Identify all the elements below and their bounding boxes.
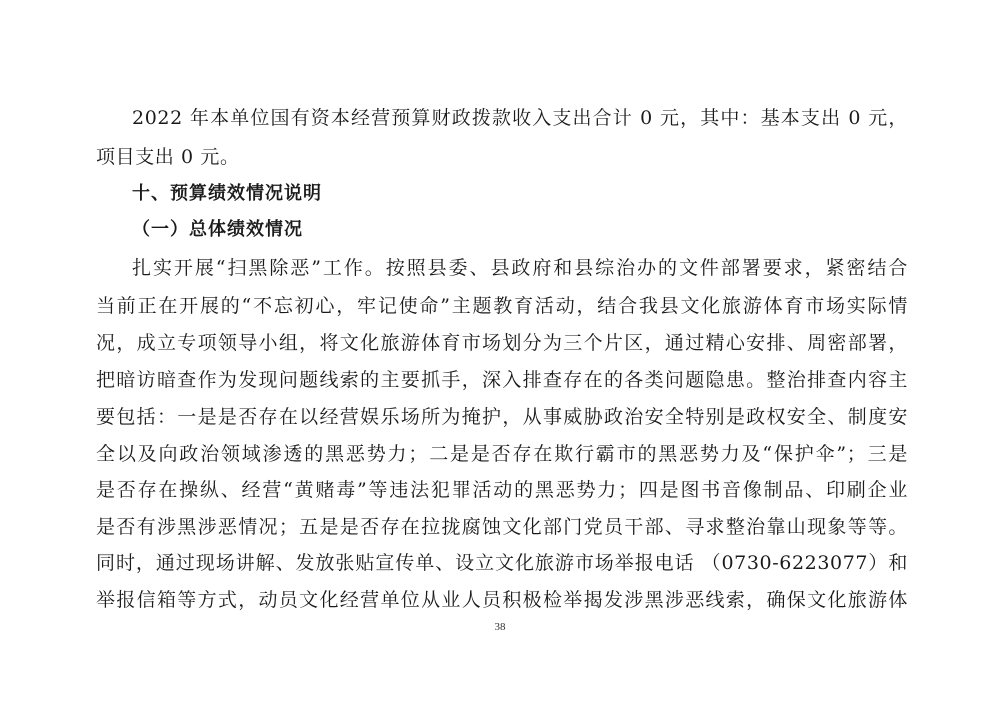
paragraph-line: 同时，通过现场讲解、发放张贴宣传单、设立文化旅游市场举报电话 （0730-6223077）和 — [96, 552, 908, 574]
paragraph-line: 况，成立专项领导小组，将文化旅游体育市场划分为三个片区，通过精心安排、周密部署， — [96, 332, 908, 354]
page-number: 38 — [494, 621, 506, 633]
paragraph-line: 项目支出 0 元。 — [96, 146, 240, 168]
paragraph-line: 扎实开展“扫黑除恶”工作。按照县委、县政府和县综治办的文件部署要求，紧密结合 — [132, 257, 908, 279]
paragraph-line: 举报信箱等方式，动员文化经营单位从业人员积极检举揭发涉黑涉恶线索，确保文化旅游体 — [96, 589, 908, 611]
paragraph-line: 是否有涉黑涉恶情况；五是是否存在拉拢腐蚀文化部门党员干部、寻求整治靠山现象等等。 — [96, 516, 908, 538]
paragraph-line: 把暗访暗查作为发现问题线索的主要抓手，深入排查存在的各类问题隐患。整治排查内容主 — [96, 369, 908, 391]
paragraph-line: 是否存在操纵、经营“黄赌毒”等违法犯罪活动的黑恶势力；四是图书音像制品、印刷企业 — [96, 479, 908, 501]
paragraph-line: 2022 年本单位国有资本经营预算财政拨款收入支出合计 0 元，其中：基本支出 0 元， — [132, 107, 908, 129]
paragraph-line: 全以及向政治领域渗透的黑恶势力；二是是否存在欺行霸市的黑恶势力及“保护伞”；三是 — [96, 443, 908, 465]
subsection-heading: （一）总体绩效情况 — [132, 219, 303, 240]
paragraph-line: 当前正在开展的“不忘初心，牢记使命”主题教育活动，结合我县文化旅游体育市场实际情 — [96, 295, 908, 317]
section-heading: 十、预算绩效情况说明 — [132, 183, 322, 204]
paragraph-line: 要包括：一是是否存在以经营娱乐场所为掩护，从事威胁政治安全特别是政权安全、制度安 — [96, 406, 908, 428]
